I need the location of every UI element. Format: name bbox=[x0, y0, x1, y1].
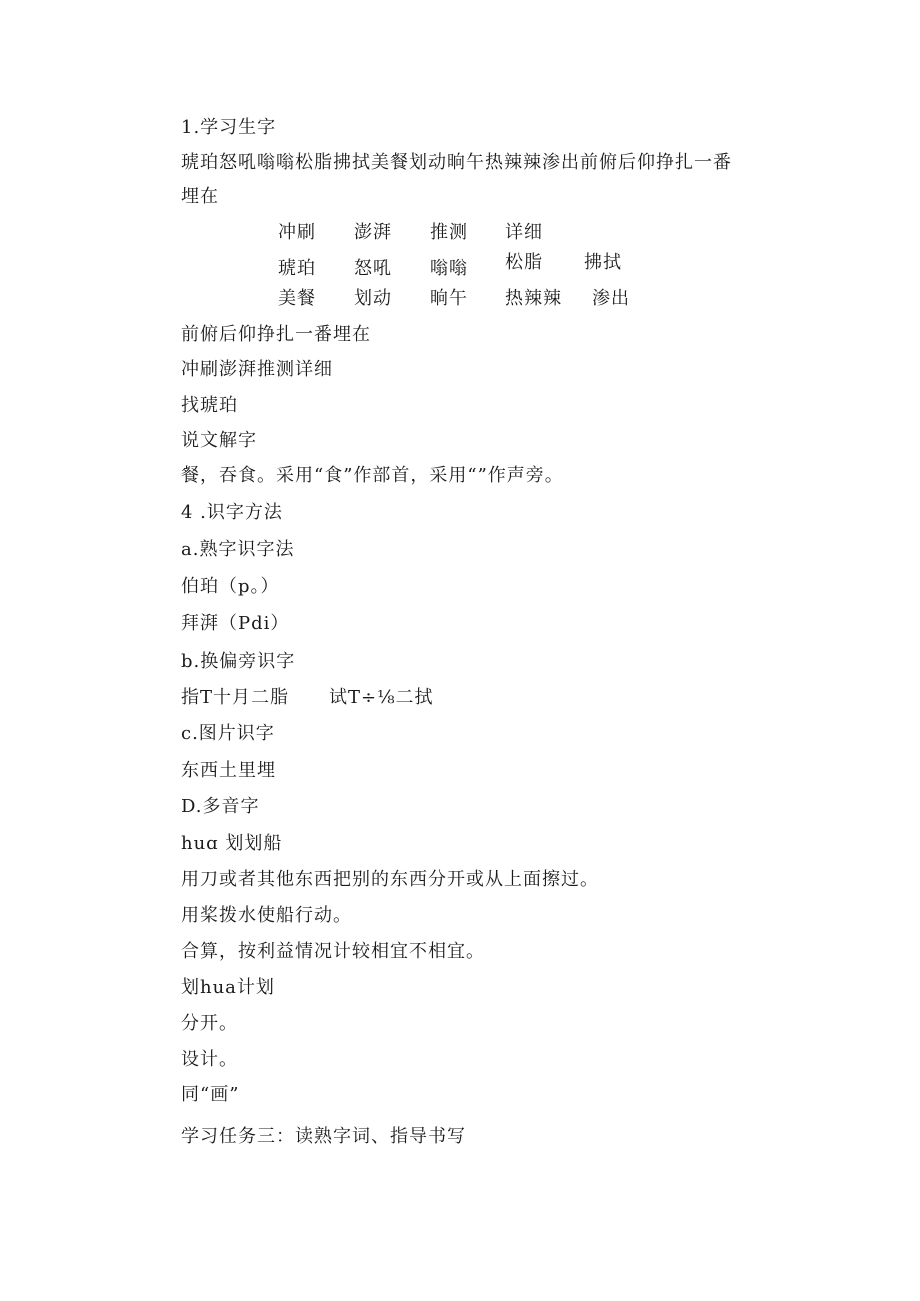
word-cell: 嗡嗡 bbox=[430, 258, 468, 279]
word-cell: 渗出 bbox=[592, 288, 630, 309]
can-definition: 餐，吞食。采用“食”作部首，采用“”作声旁。 bbox=[181, 465, 564, 486]
phrase-line-2: 冲刷澎湃推测详细 bbox=[181, 359, 333, 380]
polyphone-hua-4: 划hua计划 bbox=[181, 977, 275, 998]
word-cell: 推测 bbox=[430, 222, 468, 243]
word-cell: 晌午 bbox=[430, 288, 468, 309]
example-pai: 拜湃（Pdi） bbox=[181, 613, 290, 634]
method-heading: 4 .识字方法 bbox=[181, 502, 283, 523]
radical-examples bbox=[181, 687, 434, 709]
word-cell: 松脂 bbox=[505, 252, 543, 273]
method-b: b.换偏旁识字 bbox=[181, 651, 296, 672]
method-a: a.熟字识字法 bbox=[181, 539, 295, 560]
definition-1: 用刀或者其他东西把别的东西分开或从上面擦过。 bbox=[181, 869, 599, 890]
word-cell: 澎湃 bbox=[354, 222, 392, 243]
character-list-line-1: 琥珀怒吼嗡嗡松脂拂拭美餐划动晌午热辣辣渗出前俯后仰挣扎一番 bbox=[181, 152, 732, 173]
word-cell: 热辣辣 bbox=[505, 288, 562, 309]
example-mai: 东西土里埋 bbox=[181, 760, 276, 781]
task-three-heading: 学习任务三：读熟字词、指导书写 bbox=[181, 1126, 466, 1147]
phrase-line-1: 前俯后仰挣扎一番埋在 bbox=[181, 324, 371, 345]
example-po: 伯珀（p。） bbox=[181, 576, 280, 597]
word-cell: 划动 bbox=[354, 288, 392, 309]
word-cell: 详细 bbox=[505, 222, 543, 243]
word-cell: 拂拭 bbox=[584, 252, 622, 273]
word-cell: 琥珀 bbox=[278, 258, 316, 279]
definition-6: 同“画” bbox=[181, 1084, 240, 1105]
word-cell: 冲刷 bbox=[278, 222, 316, 243]
find-amber-line: 找琥珀 bbox=[181, 395, 238, 416]
definition-5: 设计。 bbox=[181, 1049, 238, 1070]
character-list-line-2: 埋在 bbox=[181, 186, 219, 207]
word-cell: 美餐 bbox=[278, 288, 316, 309]
shuowen-heading: 说文解字 bbox=[181, 430, 257, 451]
word-cell: 怒吼 bbox=[354, 258, 392, 279]
definition-2: 用桨拨水使船行动。 bbox=[181, 905, 352, 926]
method-c: c.图片识字 bbox=[181, 723, 275, 744]
example-zhi: 指T十月二脂 bbox=[181, 687, 290, 708]
example-shi: 试T÷⅛二拭 bbox=[329, 687, 434, 708]
polyphone-hua-2: huɑ 划划船 bbox=[181, 833, 283, 854]
method-d: D.多音字 bbox=[181, 796, 260, 817]
heading-learn-characters: 1.学习生字 bbox=[181, 117, 277, 138]
definition-4: 分开。 bbox=[181, 1013, 238, 1034]
definition-3: 合算，按利益情况计较相宜不相宜。 bbox=[181, 941, 485, 962]
